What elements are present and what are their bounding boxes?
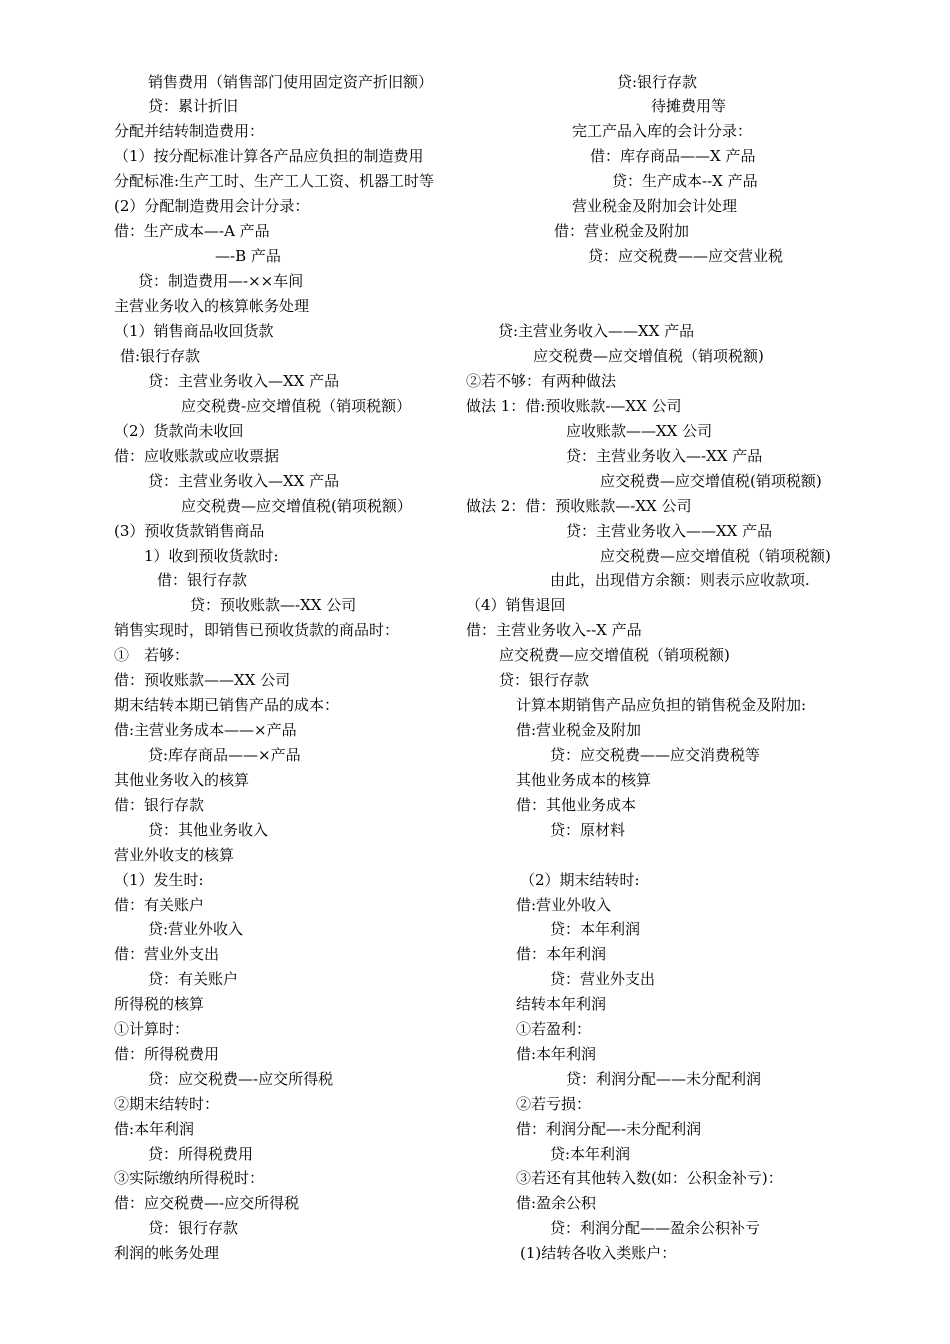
text-line: 贷：制造费用—-××车间 xyxy=(138,272,304,290)
section-heading: 期末结转本期已销售产品的成本： xyxy=(114,696,340,714)
text-line: ②期末结转时： xyxy=(114,1095,220,1113)
text-line: ①计算时： xyxy=(114,1020,190,1038)
text-line: 贷：预收账款—-XX 公司 xyxy=(190,596,357,614)
text-line: 应交税费—应交增值税（销项税额) xyxy=(533,347,764,365)
text-line: 贷:库存商品——×产品 xyxy=(148,746,301,764)
text-line: 贷:银行存款 xyxy=(617,73,698,91)
text-line: 借：利润分配—-未分配利润 xyxy=(516,1120,702,1138)
text-line: 贷：主营业务收入——XX 产品 xyxy=(566,522,773,540)
text-line: 应收账款——XX 公司 xyxy=(566,422,713,440)
section-heading: 结转本年利润 xyxy=(516,995,607,1013)
text-line: 贷：主营业务收入—-XX 产品 xyxy=(566,447,763,465)
text-line: 借：库存商品——X 产品 xyxy=(590,147,756,165)
text-line: 借：营业税金及附加 xyxy=(554,222,690,240)
text-line: 借：应收账款或应收票据 xyxy=(114,447,280,465)
text-line: 贷：主营业务收入—XX 产品 xyxy=(148,472,340,490)
text-line: 贷：应交税费——应交营业税 xyxy=(588,247,784,265)
section-heading: 所得税的核算 xyxy=(114,995,205,1013)
text-line: （4）销售退回 xyxy=(466,596,566,614)
text-line: 借:盈余公积 xyxy=(516,1194,597,1212)
text-line: （1）按分配标准计算各产品应负担的制造费用 xyxy=(114,147,424,165)
text-line: 应交税费—应交增值税(销项税额） xyxy=(181,497,412,515)
text-line: 借:本年利润 xyxy=(114,1120,195,1138)
text-line: 借：本年利润 xyxy=(516,945,607,963)
text-line: 应交税费-应交增值税（销项税额） xyxy=(181,397,412,415)
text-line: 贷：所得税费用 xyxy=(148,1145,254,1163)
text-line: 应交税费—应交增值税（销项税额) xyxy=(600,547,831,565)
text-line: 贷：银行存款 xyxy=(148,1219,239,1237)
text-line: 借：预收账款——XX 公司 xyxy=(114,671,291,689)
text-line: 销售费用（销售部门使用固定资产折旧额） xyxy=(148,73,434,91)
text-line: 贷:营业外收入 xyxy=(148,920,244,938)
text-line: 贷：有关账户 xyxy=(148,970,239,988)
text-line: ③若还有其他转入数(如：公积金补亏)： xyxy=(516,1169,783,1187)
text-line: 借：营业外支出 xyxy=(114,945,220,963)
text-line: 贷：银行存款 xyxy=(499,671,590,689)
text-line: 借：所得税费用 xyxy=(114,1045,220,1063)
text-line: (1)结转各收入类账户： xyxy=(520,1244,677,1262)
text-line: 贷：本年利润 xyxy=(550,920,641,938)
text-line: 待摊费用等 xyxy=(651,97,727,115)
text-line: （2）货款尚未收回 xyxy=(114,422,244,440)
text-line: 贷：原材料 xyxy=(550,821,626,839)
text-line: ①若盈利： xyxy=(516,1020,592,1038)
text-line: 借：主营业务收入--X 产品 xyxy=(466,621,642,639)
section-heading: 其他业务成本的核算 xyxy=(516,771,652,789)
text-line: 分配标准:生产工时、生产工人工资、机器工时等 xyxy=(114,172,435,190)
text-line: 贷：生产成本--X 产品 xyxy=(612,172,758,190)
text-line: 借:本年利润 xyxy=(516,1045,597,1063)
text-line: 借：生产成本—-A 产品 xyxy=(114,222,270,240)
text-line: 贷:本年利润 xyxy=(550,1145,631,1163)
text-line: 贷：利润分配——未分配利润 xyxy=(566,1070,762,1088)
text-line: 贷：营业外支出 xyxy=(550,970,656,988)
text-line: 做法 1：借:预收账款-—XX 公司 xyxy=(466,397,682,415)
section-heading: 营业税金及附加会计处理 xyxy=(572,197,738,215)
text-line: 借：银行存款 xyxy=(114,796,205,814)
text-line: 借:营业税金及附加 xyxy=(516,721,642,739)
section-heading: 营业外收支的核算 xyxy=(114,846,235,864)
text-line: ②若不够：有两种做法 xyxy=(466,372,617,390)
text-line: 贷:主营业务收入——XX 产品 xyxy=(498,322,695,340)
section-heading: 计算本期销售产品应负担的销售税金及附加: xyxy=(516,696,807,714)
text-line: 应交税费—应交增值税（销项税额) xyxy=(499,646,730,664)
text-line: 借：有关账户 xyxy=(114,896,205,914)
text-line: 销售实现时，即销售已预收货款的商品时： xyxy=(114,621,400,639)
text-line: 做法 2：借：预收账款—-XX 公司 xyxy=(466,497,692,515)
text-line: ③实际缴纳所得税时： xyxy=(114,1169,265,1187)
text-line: 贷：累计折旧 xyxy=(148,97,239,115)
section-heading: 完工产品入库的会计分录： xyxy=(572,122,753,140)
text-line: 借：应交税费—-应交所得税 xyxy=(114,1194,300,1212)
text-line: 借:营业外收入 xyxy=(516,896,612,914)
text-line: 贷：应交税费——应交消费税等 xyxy=(550,746,761,764)
text-line: ②若亏损： xyxy=(516,1095,592,1113)
text-line: ① 若够： xyxy=(114,646,190,664)
text-line: （1）发生时: xyxy=(114,871,204,889)
text-line: 借:银行存款 xyxy=(120,347,201,365)
text-line: 贷：利润分配——盈余公积补亏 xyxy=(550,1219,761,1237)
text-line: 贷：主营业务收入—XX 产品 xyxy=(148,372,340,390)
text-line: 由此，出现借方余额：则表示应收款项. xyxy=(550,571,810,589)
section-heading: 其他业务收入的核算 xyxy=(114,771,250,789)
text-line: 贷：其他业务收入 xyxy=(148,821,269,839)
section-heading: 主营业务收入的核算帐务处理 xyxy=(114,297,310,315)
text-line: 借：银行存款 xyxy=(157,571,248,589)
text-line: (2）分配制造费用会计分录： xyxy=(114,197,310,215)
text-line: —-B 产品 xyxy=(215,247,281,265)
text-line: 借:主营业务成本——×产品 xyxy=(114,721,297,739)
text-line: （2）期末结转时: xyxy=(520,871,640,889)
text-line: (3）预收货款销售商品 xyxy=(114,522,265,540)
text-line: 借：其他业务成本 xyxy=(516,796,637,814)
text-line: 1）收到预收货款时: xyxy=(144,547,279,565)
text-line: 应交税费—应交增值税(销项税额) xyxy=(600,472,822,490)
section-heading: 分配并结转制造费用： xyxy=(114,122,265,140)
text-line: （1）销售商品收回货款 xyxy=(114,322,274,340)
text-line: 贷：应交税费—-应交所得税 xyxy=(148,1070,334,1088)
section-heading: 利润的帐务处理 xyxy=(114,1244,220,1262)
